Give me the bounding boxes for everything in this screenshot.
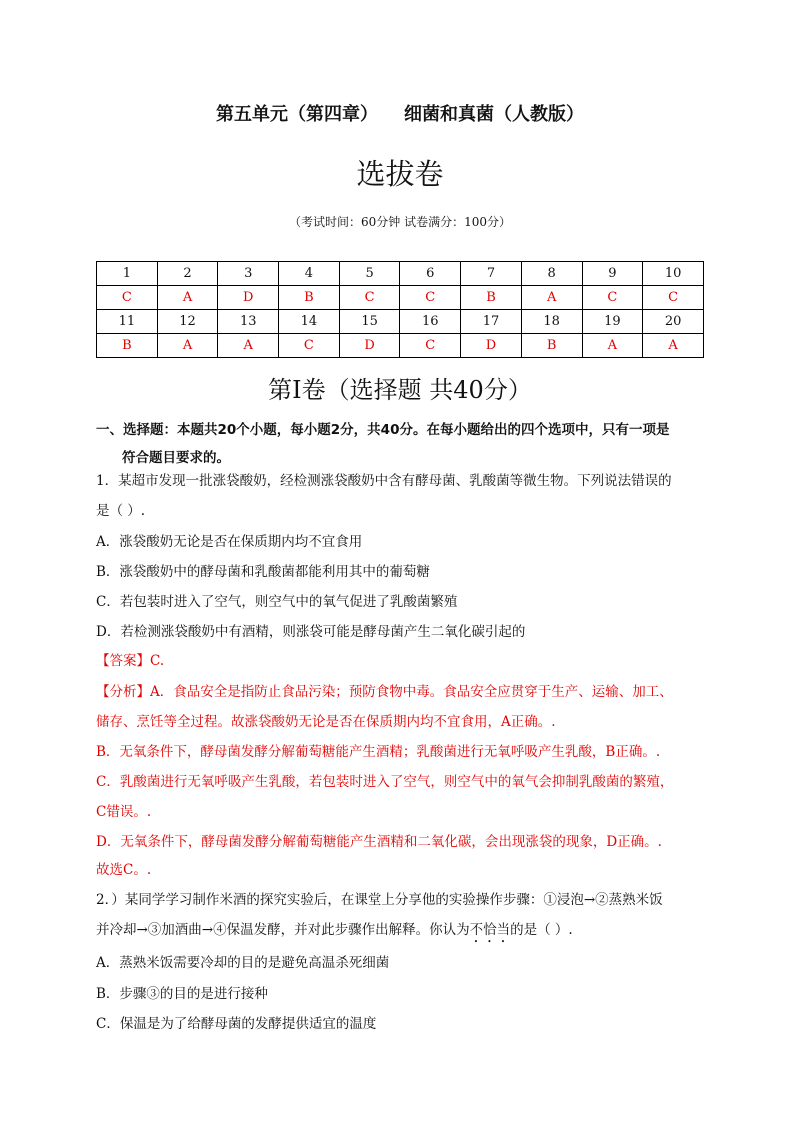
- question-number-cell: 18: [521, 310, 582, 334]
- q1-analysis-line3: B．无氧条件下，酵母菌发酵分解葡萄糖能产生酒精；乳酸菌进行无氧呼吸产生乳酸，B正确。.: [96, 744, 661, 760]
- question-number-cell: 13: [218, 310, 279, 334]
- q1-answer: [96, 651, 716, 671]
- answer-cell: D: [218, 286, 279, 310]
- question-number-cell: 8: [521, 262, 582, 286]
- question-number-cell: 10: [643, 262, 704, 286]
- emphasized-text: 不恰当: [469, 922, 511, 938]
- answer-value: C.: [150, 653, 165, 669]
- q2-stem-text: 并冷却→③加酒曲→④保温发酵，并对此步骤作出解释。你认为: [96, 922, 470, 938]
- answer-cell: C: [339, 286, 400, 310]
- title-part-unit: 第五单元（第四章）: [216, 104, 378, 125]
- section-instructions-line2: 符合题目要求的。: [122, 450, 230, 466]
- q1-option-b: B．涨袋酸奶中的酵母菌和乳酸菌都能利用其中的葡萄糖: [96, 564, 430, 580]
- answer-cell: C: [279, 334, 340, 358]
- question-number-cell: 9: [582, 262, 643, 286]
- analysis-text: A．食品安全是指防止食品污染；预防食物中毒。食品安全应贯穿于生产、运输、加工、: [150, 684, 673, 700]
- answer-cell: A: [157, 286, 218, 310]
- question-number-cell: 5: [339, 262, 400, 286]
- answer-cell: C: [643, 286, 704, 310]
- question-number-cell: 14: [279, 310, 340, 334]
- answer-cell: B: [521, 334, 582, 358]
- document-title: [0, 100, 800, 126]
- q2-option-b: B．步骤③的目的是进行接种: [96, 986, 268, 1002]
- q1-stem-line2: 是（ ）.: [96, 503, 146, 519]
- q1-analysis-line7: 故选C。.: [96, 862, 152, 878]
- answer-label: 【答案】: [96, 653, 150, 669]
- question-number-cell: 12: [157, 310, 218, 334]
- answer-cell: A: [157, 334, 218, 358]
- question-number-cell: 1: [97, 262, 158, 286]
- q1-option-a: A．涨袋酸奶无论是否在保质期内均不宜食用: [96, 534, 363, 550]
- title-part-topic: 细菌和真菌（人教版）: [404, 104, 584, 125]
- question-number-cell: 4: [279, 262, 340, 286]
- question-number-cell: 7: [461, 262, 522, 286]
- volume-title: 第Ⅰ卷（选择题 共40分）: [268, 376, 532, 404]
- answer-cell: B: [97, 334, 158, 358]
- question-number-cell: 17: [461, 310, 522, 334]
- answer-table-row-answers-2: [97, 334, 704, 358]
- question-number-cell: 16: [400, 310, 461, 334]
- q1-analysis-line5: C错误。.: [96, 804, 152, 820]
- q1-option-c: C．若包装时进入了空气，则空气中的氧气促进了乳酸菌繁殖: [96, 594, 458, 610]
- q2-stem-line1: 2．）某同学学习制作米酒的探究实验后，在课堂上分享他的实验操作步骤：①浸泡→②蒸熟米饭: [96, 892, 663, 908]
- answer-cell: C: [400, 286, 461, 310]
- question-number-cell: 11: [97, 310, 158, 334]
- question-number-cell: 20: [643, 310, 704, 334]
- question-number-cell: 15: [339, 310, 400, 334]
- answer-cell: A: [582, 334, 643, 358]
- answer-cell: B: [461, 286, 522, 310]
- q2-option-c: C．保温是为了给酵母菌的发酵提供适宜的温度: [96, 1016, 377, 1032]
- section-instructions: [96, 416, 716, 472]
- answer-table-row-numbers-1: [97, 262, 704, 286]
- analysis-label: 【分析】: [96, 684, 150, 700]
- document-subtitle: 选拔卷: [356, 157, 444, 191]
- question-number-cell: 2: [157, 262, 218, 286]
- q1-option-d: D．若检测涨袋酸奶中有酒精，则涨袋可能是酵母菌产生二氧化碳引起的: [96, 624, 526, 640]
- answer-cell: C: [582, 286, 643, 310]
- answer-cell: A: [521, 286, 582, 310]
- answer-cell: C: [400, 334, 461, 358]
- exam-info: （考试时间：60分钟 试卷满分：100分）: [289, 215, 511, 229]
- q2-stem-text: 的是（ ）.: [510, 922, 573, 938]
- q1-analysis-line1: [96, 682, 716, 702]
- q1-analysis-line2: 储存、烹饪等全过程。故涨袋酸奶无论是否在保质期内均不宜食用，A正确。.: [96, 714, 556, 730]
- answer-cell: A: [643, 334, 704, 358]
- answer-cell: A: [218, 334, 279, 358]
- question-number-cell: 19: [582, 310, 643, 334]
- question-number-cell: 3: [218, 262, 279, 286]
- answer-cell: B: [279, 286, 340, 310]
- answer-cell: D: [339, 334, 400, 358]
- answer-cell: C: [97, 286, 158, 310]
- answer-table: [96, 261, 704, 358]
- answer-cell: D: [461, 334, 522, 358]
- q1-analysis-line4: C．乳酸菌进行无氧呼吸产生乳酸，若包装时进入了空气，则空气中的氧气会抑制乳酸菌的繁殖，: [96, 774, 674, 790]
- q1-stem-line1: 1．某超市发现一批涨袋酸奶，经检测涨袋酸奶中含有酵母菌、乳酸菌等微生物。下列说法错误的: [96, 473, 672, 489]
- q2-stem-line2: [96, 920, 716, 946]
- q1-analysis-line6: D．无氧条件下，酵母菌发酵分解葡萄糖能产生酒精和二氧化碳，会出现涨袋的现象，D正确。.: [96, 834, 662, 850]
- question-number-cell: 6: [400, 262, 461, 286]
- section-instructions-line1: 一、选择题：本题共20个小题，每小题2分，共40分。在每小题给出的四个选项中，只有一项是: [96, 422, 670, 438]
- answer-table-row-answers-1: [97, 286, 704, 310]
- answer-table-row-numbers-2: [97, 310, 704, 334]
- q2-option-a: A．蒸熟米饭需要冷却的目的是避免高温杀死细菌: [96, 955, 390, 971]
